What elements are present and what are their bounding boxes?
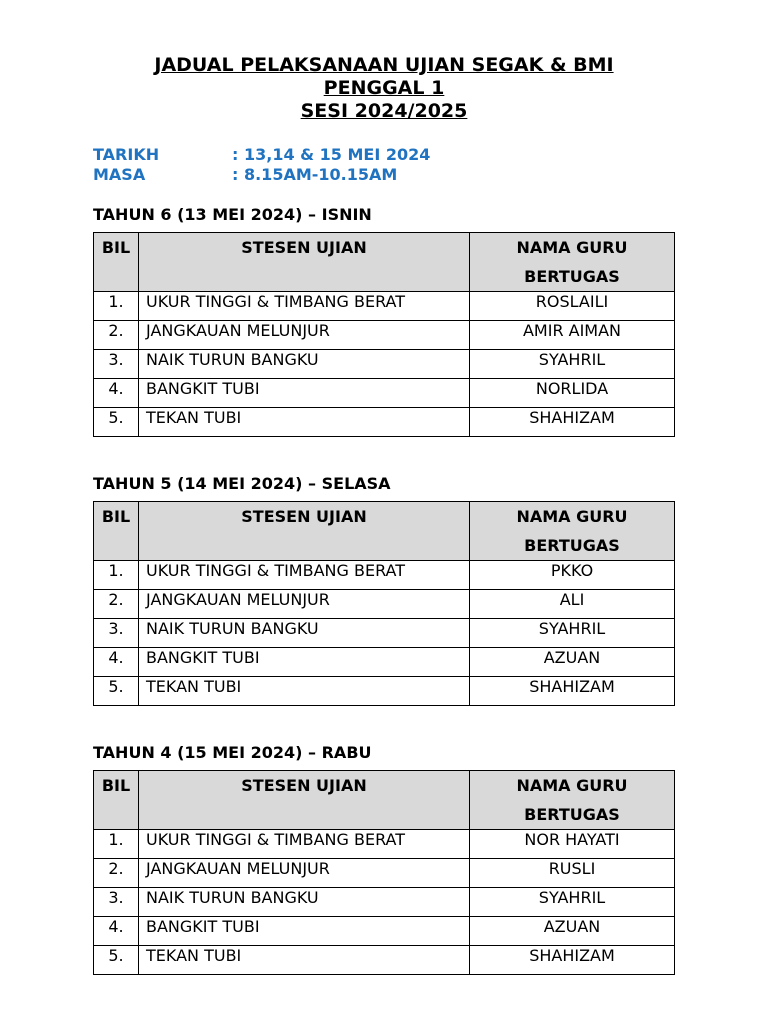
header-guru-line-1: NAMA GURU <box>516 507 628 526</box>
cell-guru: ALI <box>470 590 675 619</box>
table-row <box>94 350 675 379</box>
document-title <box>0 54 768 123</box>
title-line-3: SESI 2024/2025 <box>300 100 468 122</box>
cell-guru: AZUAN <box>470 917 675 946</box>
cell-stesen: UKUR TINGGI & TIMBANG BERAT <box>139 561 470 590</box>
table-row <box>94 946 675 975</box>
header-stesen: STESEN UJIAN <box>139 771 470 830</box>
cell-guru: SHAHIZAM <box>470 946 675 975</box>
cell-guru: RUSLI <box>470 859 675 888</box>
cell-bil: 2. <box>94 321 139 350</box>
table-header-row <box>94 233 675 292</box>
table-row <box>94 619 675 648</box>
header-guru-line-1: NAMA GURU <box>516 238 628 257</box>
cell-bil: 5. <box>94 408 139 437</box>
table-row <box>94 379 675 408</box>
tarikh-label: TARIKH <box>93 145 160 164</box>
masa-value: : 8.15AM-10.15AM <box>232 165 398 184</box>
cell-stesen: BANGKIT TUBI <box>139 648 470 677</box>
cell-guru: SHAHIZAM <box>470 408 675 437</box>
cell-bil: 2. <box>94 859 139 888</box>
cell-bil: 4. <box>94 648 139 677</box>
title-line-2: PENGGAL 1 <box>323 77 445 99</box>
header-guru-line-2: BERTUGAS <box>524 536 620 555</box>
section-heading-tahun-6: TAHUN 6 (13 MEI 2024) – ISNIN <box>93 205 372 224</box>
cell-stesen: TEKAN TUBI <box>139 408 470 437</box>
cell-bil: 5. <box>94 946 139 975</box>
cell-bil: 4. <box>94 917 139 946</box>
header-guru-line-1: NAMA GURU <box>516 776 628 795</box>
table-row <box>94 292 675 321</box>
header-stesen: STESEN UJIAN <box>139 502 470 561</box>
header-bil: BIL <box>94 771 139 830</box>
cell-guru: SHAHIZAM <box>470 677 675 706</box>
table-row <box>94 888 675 917</box>
table-row <box>94 590 675 619</box>
header-bil: BIL <box>94 233 139 292</box>
table-row <box>94 677 675 706</box>
schedule-table-tahun-6 <box>93 232 675 437</box>
section-heading-tahun-5: TAHUN 5 (14 MEI 2024) – SELASA <box>93 474 391 493</box>
section-heading-tahun-4: TAHUN 4 (15 MEI 2024) – RABU <box>93 743 372 762</box>
cell-bil: 3. <box>94 888 139 917</box>
cell-bil: 5. <box>94 677 139 706</box>
table-row <box>94 830 675 859</box>
cell-stesen: UKUR TINGGI & TIMBANG BERAT <box>139 830 470 859</box>
cell-guru: SYAHRIL <box>470 888 675 917</box>
table-row <box>94 859 675 888</box>
cell-bil: 1. <box>94 830 139 859</box>
header-bil: BIL <box>94 502 139 561</box>
cell-stesen: BANGKIT TUBI <box>139 379 470 408</box>
header-stesen: STESEN UJIAN <box>139 233 470 292</box>
cell-guru: NOR HAYATI <box>470 830 675 859</box>
tarikh-value: : 13,14 & 15 MEI 2024 <box>232 145 431 164</box>
masa-label: MASA <box>93 165 146 184</box>
header-guru <box>470 233 675 292</box>
cell-bil: 3. <box>94 350 139 379</box>
cell-bil: 3. <box>94 619 139 648</box>
cell-guru: ROSLAILI <box>470 292 675 321</box>
cell-guru: AZUAN <box>470 648 675 677</box>
schedule-table-tahun-5 <box>93 501 675 706</box>
cell-guru: SYAHRIL <box>470 350 675 379</box>
cell-stesen: JANGKAUAN MELUNJUR <box>139 590 470 619</box>
cell-stesen: JANGKAUAN MELUNJUR <box>139 859 470 888</box>
title-line-1: JADUAL PELAKSANAAN UJIAN SEGAK & BMI <box>154 54 614 76</box>
cell-stesen: TEKAN TUBI <box>139 946 470 975</box>
cell-guru: PKKO <box>470 561 675 590</box>
table-row <box>94 561 675 590</box>
cell-bil: 2. <box>94 590 139 619</box>
cell-guru: SYAHRIL <box>470 619 675 648</box>
header-guru-line-2: BERTUGAS <box>524 267 620 286</box>
table-header-row <box>94 502 675 561</box>
cell-bil: 4. <box>94 379 139 408</box>
cell-stesen: NAIK TURUN BANGKU <box>139 888 470 917</box>
schedule-table-tahun-4 <box>93 770 675 975</box>
cell-stesen: JANGKAUAN MELUNJUR <box>139 321 470 350</box>
cell-stesen: TEKAN TUBI <box>139 677 470 706</box>
cell-bil: 1. <box>94 561 139 590</box>
cell-guru: NORLIDA <box>470 379 675 408</box>
cell-stesen: BANGKIT TUBI <box>139 917 470 946</box>
table-row <box>94 648 675 677</box>
table-row <box>94 917 675 946</box>
cell-stesen: UKUR TINGGI & TIMBANG BERAT <box>139 292 470 321</box>
header-guru <box>470 771 675 830</box>
table-row <box>94 321 675 350</box>
masa-row <box>93 165 397 185</box>
cell-bil: 1. <box>94 292 139 321</box>
cell-guru: AMIR AIMAN <box>470 321 675 350</box>
header-guru <box>470 502 675 561</box>
tarikh-row <box>93 145 430 165</box>
cell-stesen: NAIK TURUN BANGKU <box>139 350 470 379</box>
cell-stesen: NAIK TURUN BANGKU <box>139 619 470 648</box>
header-guru-line-2: BERTUGAS <box>524 805 620 824</box>
table-row <box>94 408 675 437</box>
table-header-row <box>94 771 675 830</box>
